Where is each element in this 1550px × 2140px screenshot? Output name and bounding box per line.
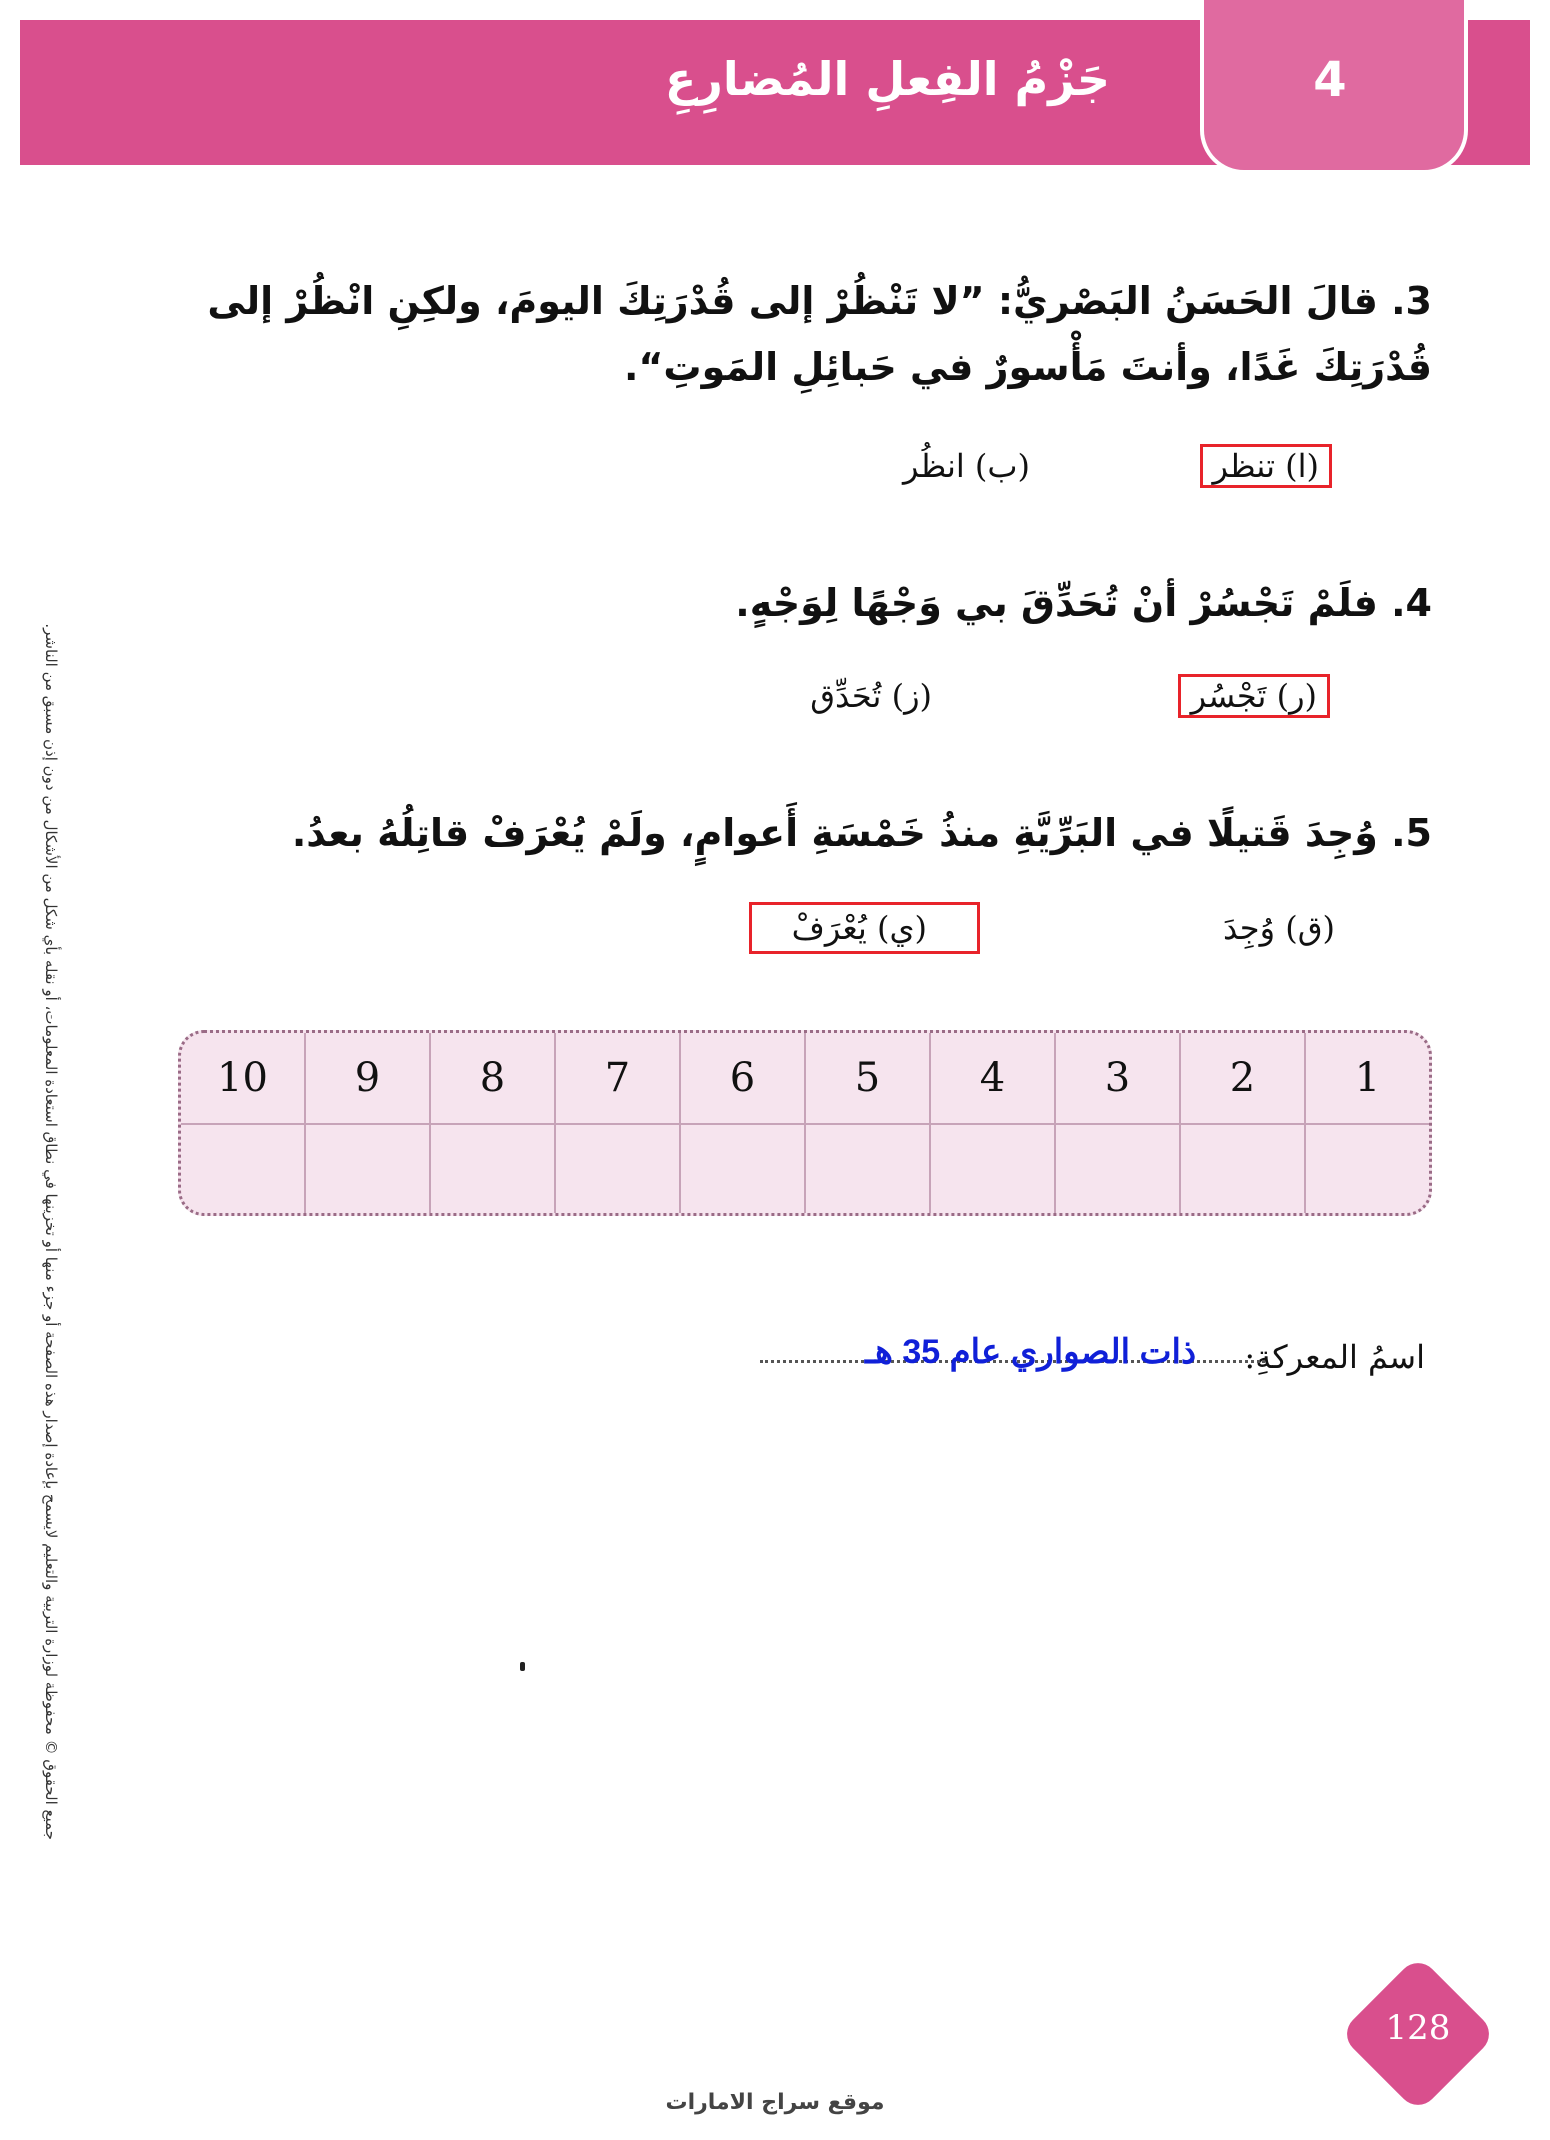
grid-column bbox=[554, 1033, 679, 1213]
battle-answer: ذات الصواري عام 35 هـ bbox=[865, 1333, 1197, 1371]
selected-answer-box: (ا) تنظر bbox=[1200, 444, 1333, 488]
grid-answer-cell[interactable] bbox=[1056, 1125, 1179, 1213]
grid-number: 9 bbox=[306, 1033, 429, 1125]
copyright-note: جميع الحقوق © محفوظة لوزارة التربية والتعليم لايسمح بإعادة إصدار هذه الصفحة أو جزء منها أو تخزينها في نطاق استعادة المعلومات، أو نقله بأي شكل من الأشكال من دون إذن مسبق من الناشر. bbox=[42, 623, 60, 1840]
grid-answer-cell[interactable] bbox=[181, 1125, 304, 1213]
grid-answer-cell[interactable] bbox=[806, 1125, 929, 1213]
grid-column bbox=[929, 1033, 1054, 1213]
grid-answer-cell[interactable] bbox=[1181, 1125, 1304, 1213]
grid-number: 6 bbox=[681, 1033, 804, 1125]
option-4z: (ز) تُحَدِّق bbox=[810, 677, 932, 715]
option-3b: (ب) انظُر bbox=[903, 447, 1030, 485]
footer-site-name: موقع سراج الامارات bbox=[665, 2090, 885, 2115]
selected-answer-box: (ر) تَجْسُر bbox=[1178, 674, 1330, 718]
grid-number: 5 bbox=[806, 1033, 929, 1125]
grid-column bbox=[181, 1033, 304, 1213]
grid-column bbox=[679, 1033, 804, 1213]
grid-number: 4 bbox=[931, 1033, 1054, 1125]
ink-dot bbox=[520, 1662, 525, 1671]
grid-column bbox=[1179, 1033, 1304, 1213]
grid-number: 1 bbox=[1306, 1033, 1429, 1125]
question-4: 4. فلَمْ تَجْسُرْ أنْ تُحَدِّقَ بي وَجْهًا لِوَجْهٍ. bbox=[735, 581, 1432, 625]
grid-answer-cell[interactable] bbox=[556, 1125, 679, 1213]
option-5q: (ق) وُجِدَ bbox=[1223, 909, 1335, 947]
answer-grid bbox=[178, 1030, 1432, 1216]
grid-column bbox=[304, 1033, 429, 1213]
grid-answer-cell[interactable] bbox=[681, 1125, 804, 1213]
lesson-title: جَزْمُ الفِعلِ المُضارِعِ bbox=[664, 52, 1110, 106]
grid-column bbox=[1054, 1033, 1179, 1213]
grid-column bbox=[804, 1033, 929, 1213]
grid-number: 8 bbox=[431, 1033, 554, 1125]
grid-answer-cell[interactable] bbox=[931, 1125, 1054, 1213]
question-5: 5. وُجِدَ قَتيلًا في البَرِّيَّةِ منذُ خَمْسَةِ أَعوامٍ، ولَمْ يُعْرَفْ قاتِلُهُ بعدُ. bbox=[291, 811, 1432, 855]
grid-column bbox=[429, 1033, 554, 1213]
battle-label: اسمُ المعركةِ: bbox=[1244, 1338, 1425, 1376]
grid-number: 2 bbox=[1181, 1033, 1304, 1125]
option-3a bbox=[1200, 440, 1333, 492]
lesson-number: 4 bbox=[1313, 52, 1347, 108]
grid-answer-cell[interactable] bbox=[306, 1125, 429, 1213]
grid-column bbox=[1304, 1033, 1429, 1213]
selected-answer-box: (ي) يُعْرَفْ bbox=[749, 902, 980, 954]
grid-answer-cell[interactable] bbox=[1306, 1125, 1429, 1213]
grid-number: 10 bbox=[181, 1033, 304, 1125]
option-5y bbox=[749, 902, 980, 954]
grid-number: 7 bbox=[556, 1033, 679, 1125]
option-4r bbox=[1178, 670, 1330, 722]
grid-number: 3 bbox=[1056, 1033, 1179, 1125]
question-3: 3. قالَ الحَسَنُ البَصْريُّ: ”لا تَنْظُرْ إلى قُدْرَتِكَ اليومَ، ولكِنِ انْظُرْ إلى قُدْرَتِكَ غَدًا، وأنتَ مَأْسورٌ في حَبائِلِ المَوتِ“. bbox=[207, 279, 1432, 389]
page-number: 128 bbox=[1385, 2008, 1451, 2048]
grid-answer-cell[interactable] bbox=[431, 1125, 554, 1213]
